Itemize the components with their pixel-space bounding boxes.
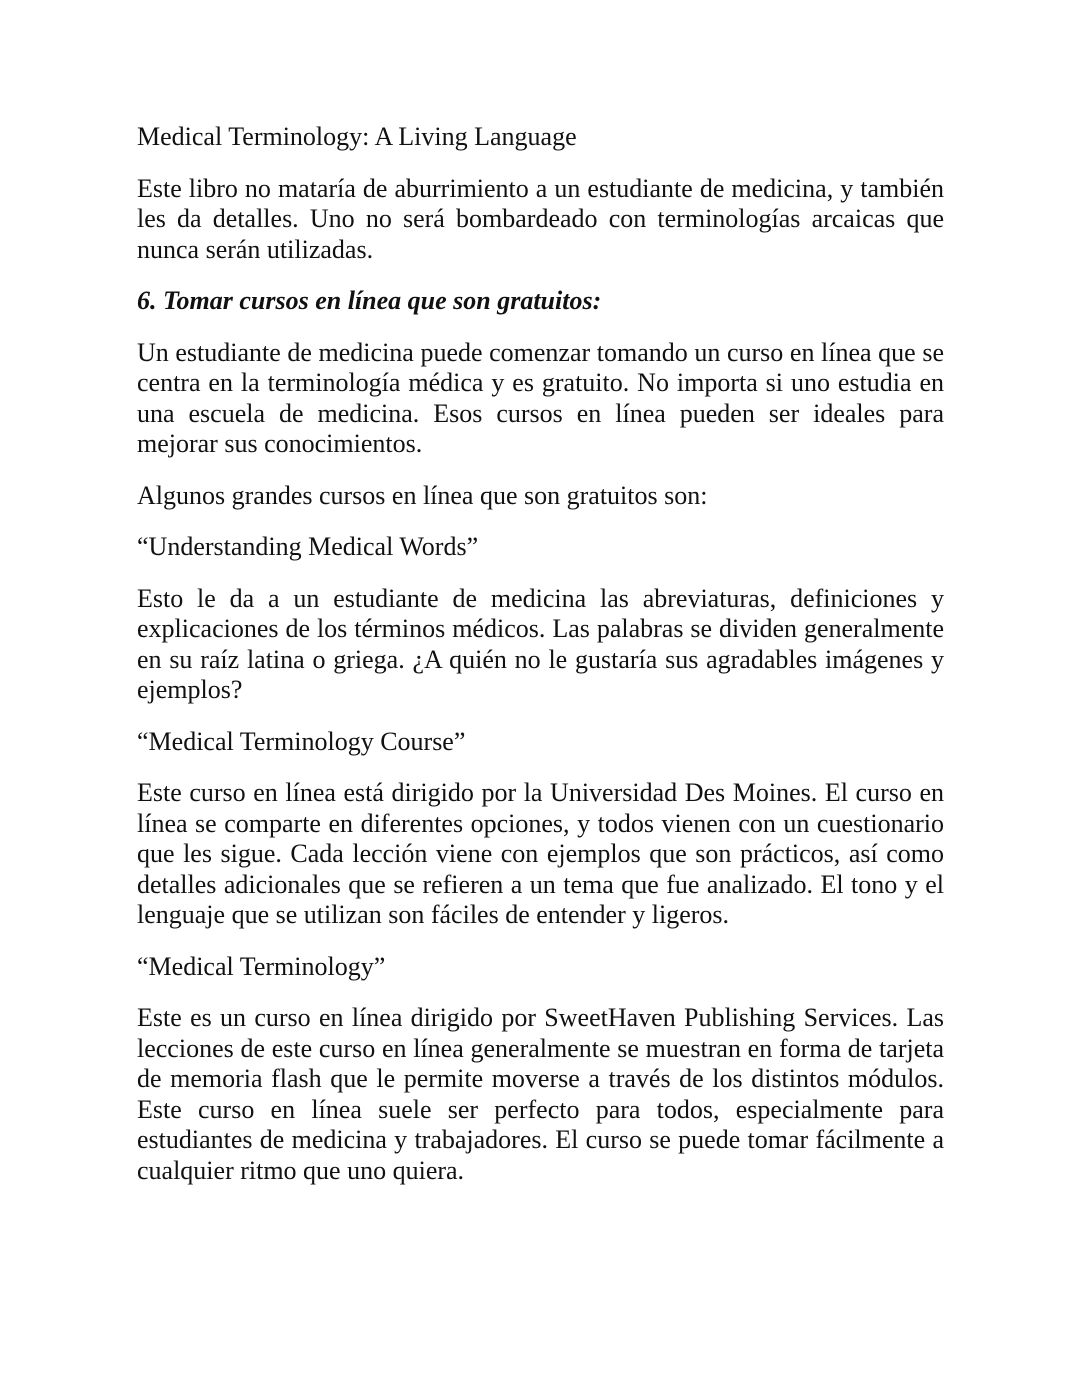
course-description: Esto le da a un estudiante de medicina las abreviaturas, definiciones y explicaciones de los términos médicos. Las palabras se dividen generalmente en su raíz latina o griega. ¿A quién no le gustaría sus agradables imágenes y ejemplos? (137, 583, 944, 704)
course-description: Este curso en línea está dirigido por la Universidad Des Moines. El curso en línea se comparte en diferentes opciones, y todos vienen con un cuestionario que les sigue. Cada lección viene con ejemplos que son prácticos, así como detalles adicionales que se refieren a un tema que fue analizado. El tono y el lenguaje que se utilizan son fáciles de entender y ligeros. (137, 778, 944, 929)
course-description: Este es un curso en línea dirigido por SweetHaven Publishing Services. Las lecciones de este curso en línea generalmente se muestran en forma de tarjeta de memoria flash que le permite moverse a través de los distintos módulos. Este curso en línea suele ser perfecto para todos, especialmente para estudiantes de medicina y trabajadores. El curso se puede tomar fácilmente a cualquier ritmo que uno quiera. (137, 1003, 944, 1185)
intro-paragraph: Este libro no mataría de aburrimiento a un estudiante de medicina, y también les da detalles. Uno no será bombardeado con terminologías arcaicas que nunca serán utilizadas. (137, 173, 944, 264)
section-heading: 6. Tomar cursos en línea que son gratuitos: (137, 286, 602, 315)
course-list-intro: Algunos grandes cursos en línea que son gratuitos son: (137, 480, 708, 510)
course-title: “Medical Terminology Course” (137, 726, 466, 756)
course-title: “Understanding Medical Words” (137, 532, 479, 561)
section-paragraph: Un estudiante de medicina puede comenzar tomando un curso en línea que se centra en la terminología médica y es gratuito. No importa si uno estudia en una escuela de medicina. Esos cursos en línea pueden ser ideales para mejorar sus conocimientos. (137, 337, 944, 458)
book-title: Medical Terminology: A Living Language (137, 122, 577, 151)
course-title: “Medical Terminology” (137, 951, 386, 981)
document-page (137, 122, 944, 1207)
